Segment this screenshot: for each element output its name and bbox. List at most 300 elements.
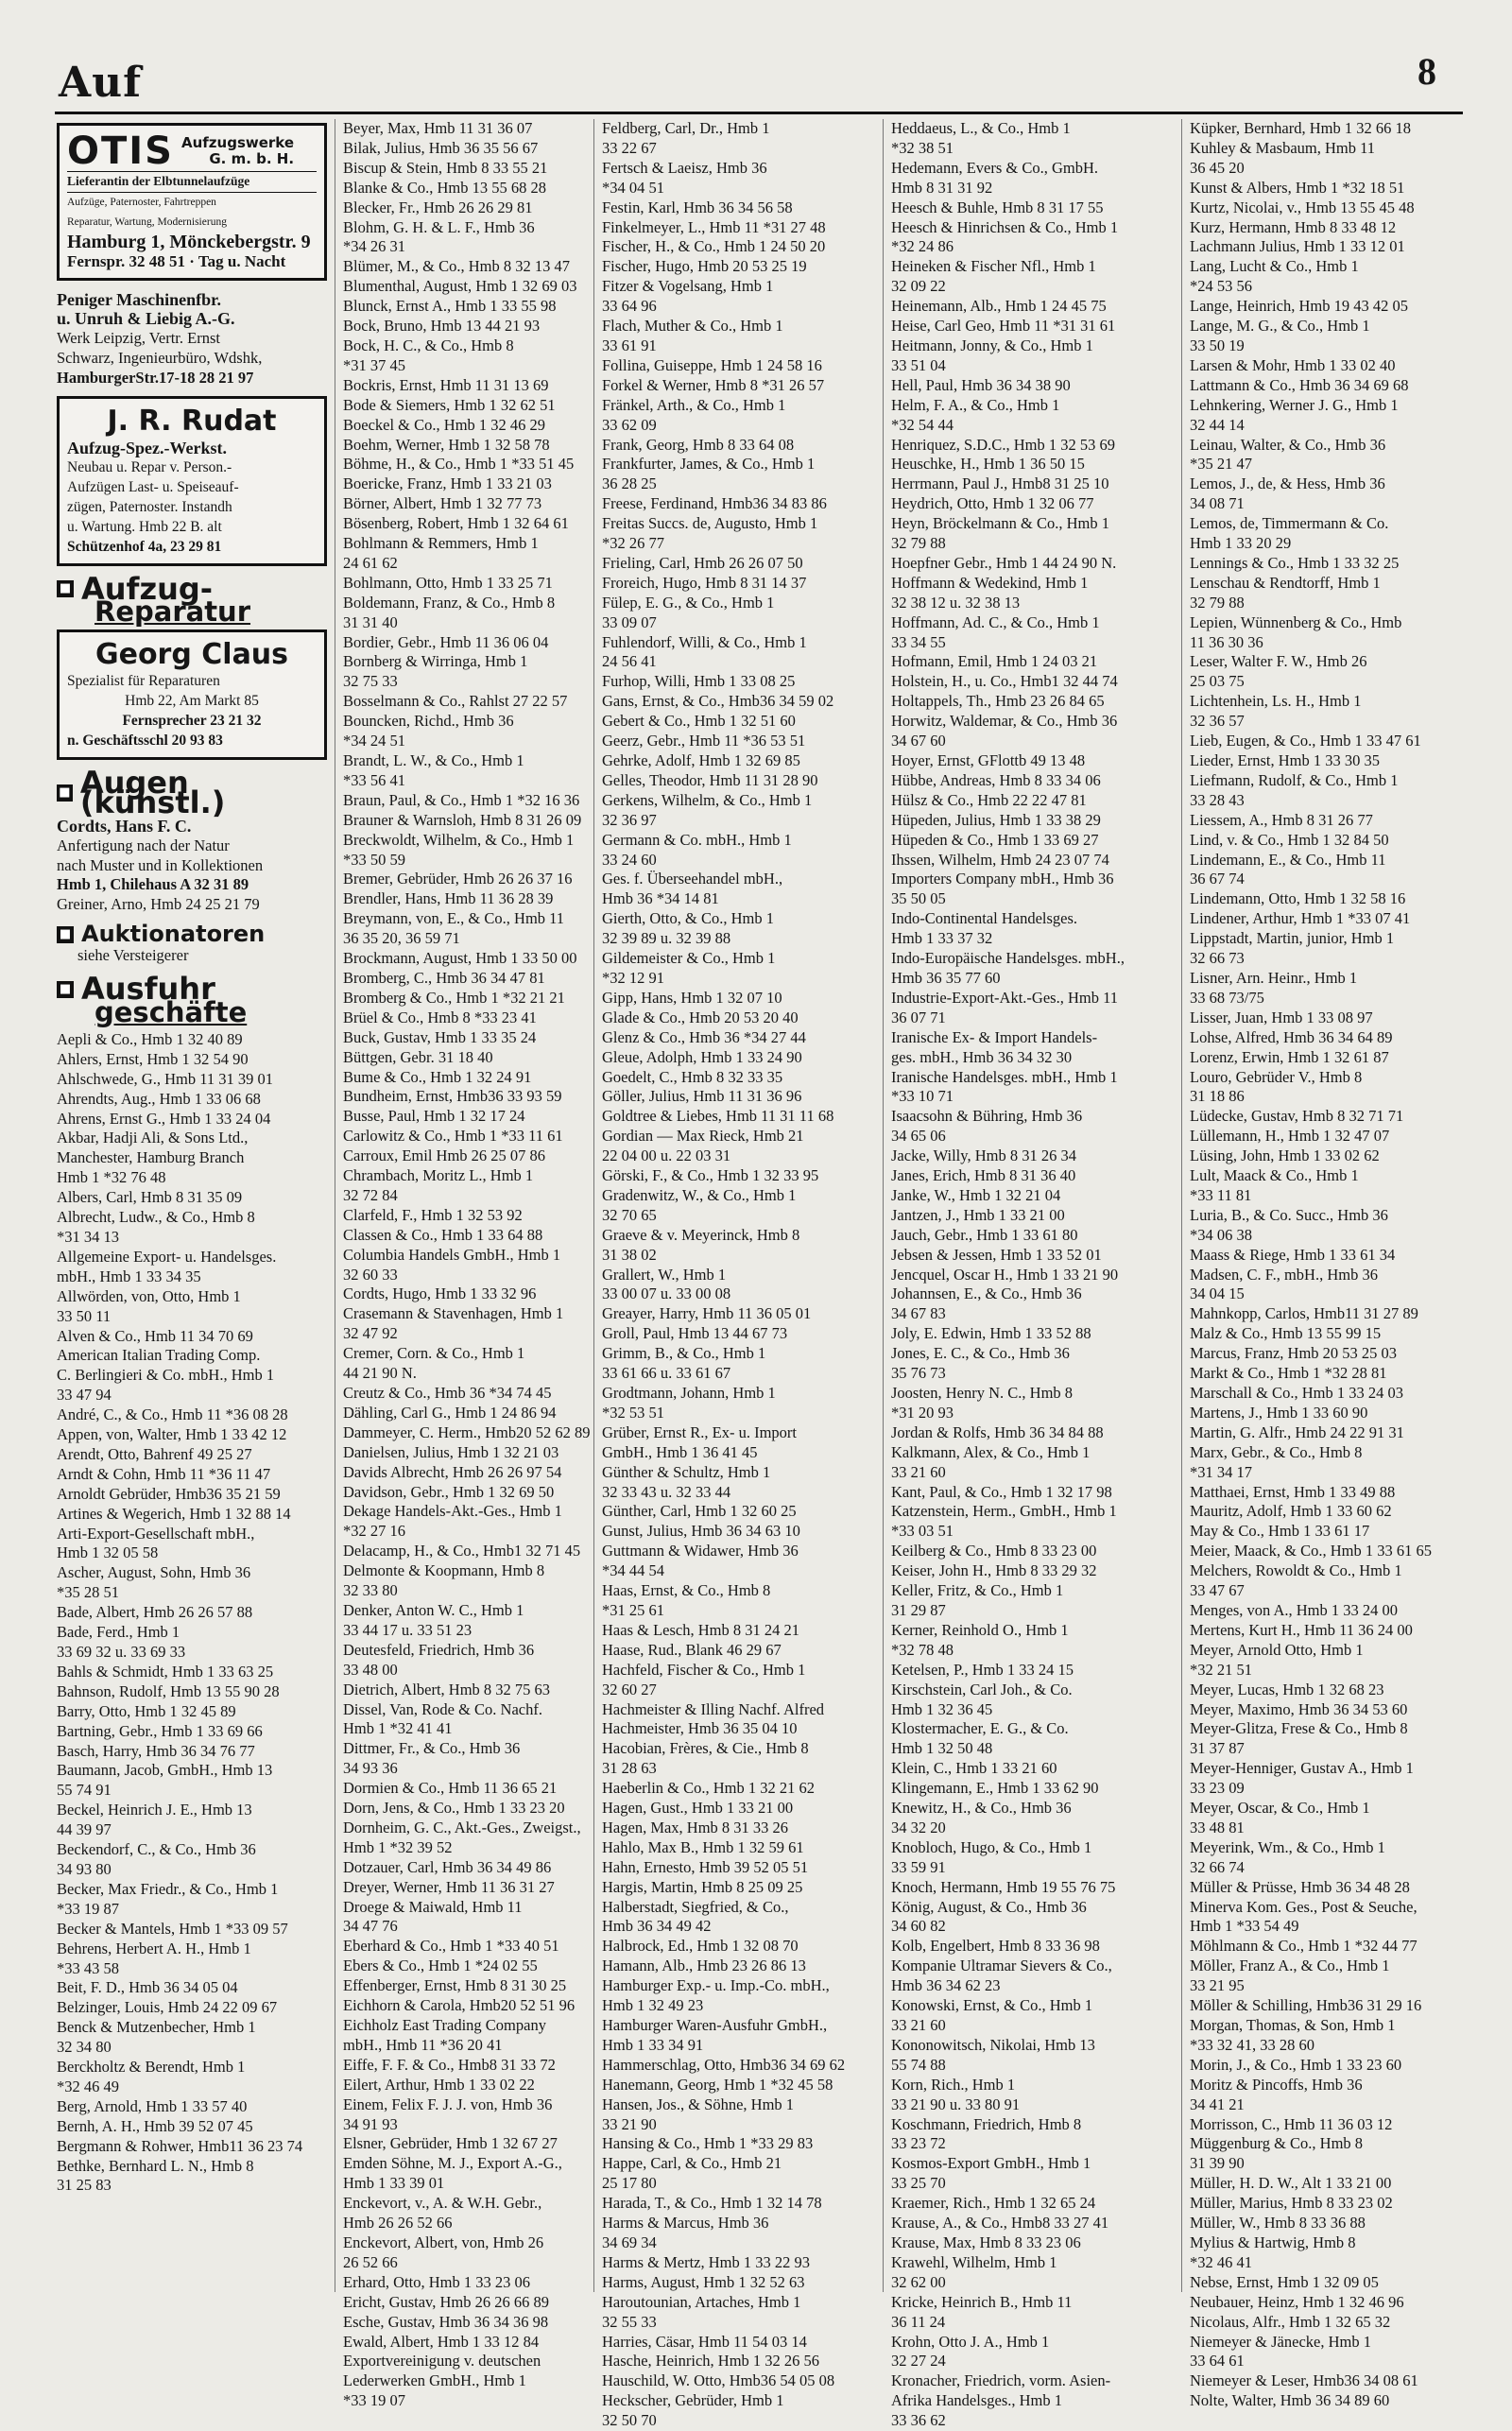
augen-entry: Anfertigung nach der Natur [57,836,230,854]
directory-entry: Bornberg & Wirringa, Hmb 1 [343,652,528,671]
directory-entry: 33 24 60 [602,850,657,869]
directory-entry: Korn, Rich., Hmb 1 [891,2075,1016,2094]
directory-entry: *33 43 58 [57,1958,119,1977]
directory-entry: Melchers, Rowoldt & Co., Hmb 1 [1190,1561,1402,1580]
directory-entry: 32 09 22 [891,277,946,296]
directory-entry: *35 21 47 [1190,455,1252,474]
directory-entry: Lepien, Wünnenberg & Co., Hmb [1190,612,1402,631]
directory-entry: Hahn, Ernesto, Hmb 39 52 05 51 [602,1857,809,1876]
directory-entry: Meyer-Glitza, Frese & Co., Hmb 8 [1190,1719,1408,1738]
directory-entry: Esche, Gustav, Hmb 36 34 36 98 [343,2312,549,2331]
directory-entry: Herrmann, Paul J., Hmb8 31 25 10 [891,474,1109,493]
directory-entry: *34 04 51 [602,178,664,197]
directory-entry: König, August, & Co., Hmb 36 [891,1897,1087,1916]
directory-entry: Nebse, Ernst, Hmb 1 32 09 05 [1190,2272,1379,2291]
directory-entry: Germann & Co. mbH., Hmb 1 [602,830,792,849]
directory-entry: 32 62 00 [891,2272,946,2291]
peniger-line: u. Unruh & Liebig A.-G. [57,309,235,329]
directory-entry: 31 18 86 [1190,1087,1245,1106]
directory-entry: Becker, Max Friedr., & Co., Hmb 1 [57,1879,279,1898]
directory-entry: *31 34 13 [57,1227,119,1246]
directory-entry: Harries, Cäsar, Hmb 11 54 03 14 [602,2332,807,2351]
directory-entry: Kuhley & Masbaum, Hmb 11 [1190,138,1375,157]
directory-entry: Hmb 36 35 77 60 [891,968,1001,987]
directory-entry: Hmb 1 33 37 32 [891,929,993,948]
directory-entry: Lenschau & Rendtorff, Hmb 1 [1190,573,1381,592]
directory-entry: 44 21 90 N. [343,1364,417,1383]
directory-entry: Dorn, Jens, & Co., Hmb 1 33 23 20 [343,1799,565,1818]
directory-entry: Meyer, Oscar, & Co., Hmb 1 [1190,1799,1370,1818]
directory-entry: 32 55 33 [602,2312,657,2331]
directory-entry: Lindemann, Otto, Hmb 1 32 58 16 [1190,889,1406,908]
directory-entry: Bohlmann, Otto, Hmb 1 33 25 71 [343,573,553,592]
directory-entry: Hell, Paul, Hmb 36 34 38 90 [891,375,1071,394]
directory-entry: Lederwerken GmbH., Hmb 1 [343,2371,526,2390]
ad-claus [57,629,327,760]
directory-entry: Liefmann, Rudolf, & Co., Hmb 1 [1190,770,1399,789]
directory-entry: 31 31 40 [343,612,398,631]
directory-entry: 36 45 20 [1190,158,1245,177]
directory-entry: Morgan, Thomas, & Son, Hmb 1 [1190,2016,1396,2034]
directory-entry: Gerkens, Wilhelm, & Co., Hmb 1 [602,790,813,809]
directory-entry: Hachmeister, Hmb 36 35 04 10 [602,1719,798,1738]
section-aufzug-cont: Reparatur [94,595,251,629]
directory-entry: 33 21 95 [1190,1976,1245,1995]
directory-entry: 36 67 74 [1190,870,1245,888]
directory-entry: *34 06 38 [1190,1225,1252,1244]
directory-entry: Hmb 36 *34 14 81 [602,889,719,908]
directory-entry: Neubauer, Heinz, Hmb 1 32 46 96 [1190,2292,1404,2311]
directory-entry: Importers Company mbH., Hmb 36 [891,870,1114,888]
directory-entry: Meyer, Lucas, Hmb 1 32 68 23 [1190,1680,1384,1698]
directory-entry: Keller, Fritz, & Co., Hmb 1 [891,1581,1064,1600]
directory-entry: Buck, Gustav, Hmb 1 33 35 24 [343,1027,537,1046]
directory-entry: Goedelt, C., Hmb 8 32 33 35 [602,1067,783,1086]
directory-entry: Arnoldt Gebrüder, Hmb36 35 21 59 [57,1484,281,1503]
directory-entry: Blumenthal, August, Hmb 1 32 69 03 [343,277,577,296]
directory-entry: Frieling, Carl, Hmb 26 26 07 50 [602,553,803,572]
directory-entry: Leser, Walter F. W., Hmb 26 [1190,652,1367,671]
directory-entry: Möller & Schilling, Hmb36 31 29 16 [1190,1996,1422,2015]
directory-entry: Boldemann, Franz, & Co., Hmb 8 [343,593,556,612]
directory-entry: Hachfeld, Fischer & Co., Hmb 1 [602,1660,806,1679]
directory-entry: Kurtz, Nicolai, v., Hmb 13 55 45 48 [1190,198,1415,216]
directory-entry: Dissel, Van, Rode & Co. Nachf. [343,1699,542,1718]
directory-entry: Clarfeld, F., Hmb 1 32 53 92 [343,1205,523,1224]
rudat-line: u. Wartung. Hmb 22 B. alt [67,518,222,535]
directory-entry: Afrika Handelsges., Hmb 1 [891,2391,1063,2410]
directory-entry: Bremer, Gebrüder, Hmb 26 26 37 16 [343,870,573,888]
rudat-title: J. R. Rudat [107,405,277,439]
directory-entry: Nolte, Walter, Hmb 36 34 89 60 [1190,2391,1390,2410]
directory-entry: 32 79 88 [1190,593,1245,612]
directory-entry: Krawehl, Wilhelm, Hmb 1 [891,2252,1057,2271]
directory-entry: Hedemann, Evers & Co., GmbH. [891,158,1099,177]
directory-entry: American Italian Trading Comp. [57,1346,261,1365]
directory-entry: Hoffmann, Ad. C., & Co., Hmb 1 [891,612,1100,631]
directory-entry: 32 79 88 [891,534,946,553]
directory-entry: Moritz & Pincoffs, Hmb 36 [1190,2075,1363,2094]
directory-entry: Bohlmann & Remmers, Hmb 1 [343,534,539,553]
directory-entry: Ascher, August, Sohn, Hmb 36 [57,1563,251,1582]
section-marker-icon: ■ [57,580,74,597]
directory-entry: Jones, E. C., & Co., Hmb 36 [891,1344,1070,1363]
directory-entry: Liessem, A., Hmb 8 31 26 77 [1190,810,1373,829]
directory-entry: 32 66 73 [1190,949,1245,968]
directory-entry: Hofmann, Emil, Hmb 1 24 03 21 [891,652,1098,671]
directory-entry: Katzenstein, Herm., GmbH., Hmb 1 [891,1502,1117,1521]
directory-entry: *32 53 51 [602,1403,664,1422]
directory-entry: Beckendorf, C., & Co., Hmb 36 [57,1840,256,1859]
directory-entry: Harms & Marcus, Hmb 36 [602,2214,769,2233]
directory-entry: Kunst & Albers, Hmb 1 *32 18 51 [1190,178,1405,197]
directory-entry: 25 03 75 [1190,672,1245,691]
column-1 [57,119,327,2292]
directory-entry: Madsen, C. F., mbH., Hmb 36 [1190,1265,1378,1284]
directory-entry: Breckwoldt, Wilhelm, & Co., Hmb 1 [343,830,575,849]
directory-entry: 32 70 65 [602,1205,657,1224]
directory-entry: Jordan & Rolfs, Hmb 36 34 84 88 [891,1422,1104,1441]
directory-entry: Berckholtz & Berendt, Hmb 1 [57,2058,246,2077]
directory-entry: 33 36 62 [891,2411,946,2430]
directory-entry: Meyer, Arnold Otto, Hmb 1 [1190,1640,1364,1659]
directory-entry: Lieder, Ernst, Hmb 1 33 30 35 [1190,751,1380,769]
directory-entry: Heinemann, Alb., Hmb 1 24 45 75 [891,297,1107,316]
directory-entry: Hoyer, Ernst, GFlottb 49 13 48 [891,751,1086,769]
directory-entry: Bromberg & Co., Hmb 1 *32 21 21 [343,988,565,1007]
directory-entry: Dähling, Carl G., Hmb 1 24 86 94 [343,1403,557,1422]
directory-entry: Grimm, B., & Co., Hmb 1 [602,1344,766,1363]
directory-entry: Klein, C., Hmb 1 33 21 60 [891,1759,1057,1778]
directory-entry: Niemeyer & Jänecke, Hmb 1 [1190,2332,1371,2351]
directory-entry: 32 36 57 [1190,712,1245,731]
directory-entry: Hmb 1 33 34 91 [602,2035,704,2054]
directory-entry: Minerva Kom. Ges., Post & Seuche, [1190,1897,1418,1916]
directory-entry: Hargis, Martin, Hmb 8 25 09 25 [602,1877,803,1896]
directory-entry: Lorenz, Erwin, Hmb 1 32 61 87 [1190,1047,1389,1066]
directory-entry: Ges. f. Überseehandel mbH., [602,870,783,888]
directory-entry: Deutesfeld, Friedrich, Hmb 36 [343,1640,535,1659]
directory-entry: 32 47 92 [343,1324,398,1343]
directory-entry: Marx, Gebr., & Co., Hmb 8 [1190,1442,1363,1461]
directory-entry: Gipp, Hans, Hmb 1 32 07 10 [602,988,782,1007]
directory-entry: Bordier, Gebr., Hmb 11 36 06 04 [343,632,549,651]
directory-entry: Hmb 1 33 20 29 [1190,534,1292,553]
directory-entry: 33 00 07 u. 33 00 08 [602,1284,731,1303]
directory-entry: Ahlschwede, G., Hmb 11 31 39 01 [57,1069,273,1088]
directory-entry: Bock, Bruno, Hmb 13 44 21 93 [343,317,541,336]
directory-entry: 33 59 91 [891,1857,946,1876]
directory-entry: 34 69 34 [602,2233,657,2251]
directory-entry: Isaacsohn & Bühring, Hmb 36 [891,1107,1083,1126]
directory-entry: Hmb 1 32 05 58 [57,1543,159,1562]
directory-entry: *33 56 41 [343,770,405,789]
directory-entry: Beckel, Heinrich J. E., Hmb 13 [57,1801,252,1819]
directory-entry: Blohm, G. H. & L. F., Hmb 36 [343,217,535,236]
directory-entry: Ihssen, Wilhelm, Hmb 24 23 07 74 [891,850,1109,869]
directory-entry: Fitzer & Vogelsang, Hmb 1 [602,277,774,296]
directory-entry: Finkelmeyer, L., Hmb 11 *31 27 48 [602,217,826,236]
directory-entry: Haas & Lesch, Hmb 8 31 24 21 [602,1620,799,1639]
header-rule [55,112,1463,114]
directory-entry: Happe, Carl, & Co., Hmb 21 [602,2154,782,2173]
directory-entry: Hamburger Waren-Ausfuhr GmbH., [602,2016,828,2034]
directory-entry: 34 93 80 [57,1859,112,1878]
directory-entry: Markt & Co., Hmb 1 *32 28 81 [1190,1364,1387,1383]
directory-entry: Knoch, Hermann, Hmb 19 55 76 75 [891,1877,1116,1896]
directory-entry: Fischer, H., & Co., Hmb 1 24 50 20 [602,237,826,256]
directory-entry: Müggenburg & Co., Hmb 8 [1190,2134,1364,2153]
directory-entry: 34 41 21 [1190,2095,1245,2113]
directory-entry: Lachmann Julius, Hmb 1 33 12 01 [1190,237,1405,256]
directory-entry: Goldtree & Liebes, Hmb 11 31 11 68 [602,1107,834,1126]
directory-entry: 34 91 93 [343,2114,398,2133]
directory-entry: Indo-Continental Handelsges. [891,909,1078,928]
directory-entry: Bartning, Gebr., Hmb 1 33 69 66 [57,1721,263,1740]
directory-entry: Hüpeden, Julius, Hmb 1 33 38 29 [891,810,1101,829]
directory-entry: Lisner, Arn. Heinr., Hmb 1 [1190,968,1358,987]
directory-entry: Hansen, Jos., & Söhne, Hmb 1 [602,2095,795,2113]
directory-entry: 32 66 74 [1190,1857,1245,1876]
directory-entry: Günther & Schultz, Hmb 1 [602,1462,771,1481]
directory-entry: Keilberg & Co., Hmb 8 33 23 00 [891,1542,1097,1560]
directory-entry: 36 07 71 [891,1008,946,1026]
directory-entry: 32 34 80 [57,2038,112,2057]
directory-entry: Lind, v. & Co., Hmb 1 32 84 50 [1190,830,1389,849]
directory-entry: Hammerschlag, Otto, Hmb36 34 69 62 [602,2055,846,2074]
directory-entry: Danielsen, Julius, Hmb 1 32 21 03 [343,1442,559,1461]
directory-entry: 33 21 60 [891,2016,946,2034]
section-ausfuhr-title: Ausfuhr [81,971,215,1008]
directory-entry: Heesch & Buhle, Hmb 8 31 17 55 [891,198,1104,216]
directory-entry: Hauschild, W. Otto, Hmb36 54 05 08 [602,2371,835,2390]
directory-entry: Ebers & Co., Hmb 1 *24 02 55 [343,1957,538,1975]
directory-entry: Follina, Guiseppe, Hmb 1 24 58 16 [602,355,822,374]
directory-entry: Hmb 1 *32 76 48 [57,1168,166,1187]
directory-entry: 34 65 06 [891,1127,946,1146]
directory-entry: *31 25 61 [602,1600,664,1619]
directory-entry: 22 04 00 u. 22 03 31 [602,1147,731,1165]
directory-entry: Möller, Franz A., & Co., Hmb 1 [1190,1957,1390,1975]
directory-entry: Matthaei, Ernst, Hmb 1 33 49 88 [1190,1482,1396,1501]
directory-entry: Börner, Albert, Hmb 1 32 77 73 [343,494,542,513]
rudat-line: zügen, Paternoster. Instandh [67,498,232,515]
directory-entry: Knewitz, H., & Co., Hmb 36 [891,1799,1072,1818]
augen-entry: Cordts, Hans F. C. [57,816,192,836]
directory-entry: Hahlo, Max B., Hmb 1 32 59 61 [602,1837,804,1856]
directory-entry: Eiffe, F. F. & Co., Hmb8 31 33 72 [343,2055,556,2074]
directory-entry: Meyer, Maximo, Hmb 36 34 53 60 [1190,1699,1408,1718]
directory-entry: *32 46 49 [57,2077,119,2095]
directory-entry: 32 38 12 u. 32 38 13 [891,593,1021,612]
directory-entry: Gehrke, Adolf, Hmb 1 32 69 85 [602,751,800,769]
directory-entry: Brandt, L. W., & Co., Hmb 1 [343,751,524,769]
directory-entry: Niemeyer & Leser, Hmb36 34 08 61 [1190,2371,1418,2390]
directory-entry: André, C., & Co., Hmb 11 *36 08 28 [57,1405,288,1424]
directory-entry: Kronacher, Friedrich, vorm. Asien- [891,2371,1111,2390]
directory-entry: Beyer, Max, Hmb 11 31 36 07 [343,119,533,137]
directory-entry: Hmb 36 34 62 23 [891,1976,1001,1995]
directory-entry: Hagen, Gust., Hmb 1 33 21 00 [602,1799,794,1818]
directory-entry: Lichtenhein, Ls. H., Hmb 1 [1190,692,1362,711]
directory-entry: Görski, F., & Co., Hmb 1 32 33 95 [602,1166,819,1185]
directory-entry: 33 69 32 u. 33 69 33 [57,1643,186,1661]
directory-entry: *33 32 41, 33 28 60 [1190,2035,1314,2054]
otis-line: Reparatur, Wartung, Modernisierung [67,216,227,228]
directory-entry: 32 27 24 [891,2352,946,2371]
directory-entry: 33 34 55 [891,632,946,651]
directory-entry: Cremer, Corn. & Co., Hmb 1 [343,1344,525,1363]
directory-entry: Delmonte & Koopmann, Hmb 8 [343,1561,545,1580]
directory-entry: Hmb 1 *33 54 49 [1190,1917,1299,1936]
directory-entry: Fränkel, Arth., & Co., Hmb 1 [602,395,786,414]
directory-entry: Delacamp, H., & Co., Hmb1 32 71 45 [343,1542,581,1560]
directory-entry: *33 50 59 [343,850,405,869]
section-ausfuhr-cont: geschäfte [94,996,248,1028]
directory-entry: 34 93 36 [343,1759,398,1778]
directory-entry: Malz & Co., Hmb 13 55 99 15 [1190,1324,1382,1343]
claus-line: Fernsprecher 23 21 32 [122,713,262,730]
directory-entry: Fuhlendorf, Willi, & Co., Hmb 1 [602,632,807,651]
directory-entry: *32 46 41 [1190,2252,1252,2271]
directory-entry: Blecker, Fr., Hmb 26 26 29 81 [343,198,533,216]
directory-entry: Krause, A., & Co., Hmb8 33 27 41 [891,2214,1109,2233]
directory-entry: Hmb 1 32 50 48 [891,1739,993,1758]
section-marker-icon: ■ [57,784,73,802]
directory-entry: 32 50 70 [602,2411,657,2430]
directory-entry: Johannsen, E., & Co., Hmb 36 [891,1284,1082,1303]
directory-entry: Kraemer, Rich., Hmb 1 32 65 24 [891,2194,1096,2213]
directory-entry: Akbar, Hadji Ali, & Sons Ltd., [57,1129,249,1147]
directory-entry: Behrens, Herbert A. H., Hmb 1 [57,1939,251,1957]
directory-entry: Bade, Albert, Hmb 26 26 57 88 [57,1603,253,1622]
directory-entry: *32 54 44 [891,415,954,434]
directory-entry: Hübbe, Andreas, Hmb 8 33 34 06 [891,770,1101,789]
directory-entry: Guttmann & Widawer, Hmb 36 [602,1542,799,1560]
directory-entry: Bock, H. C., & Co., Hmb 8 [343,336,514,354]
directory-entry: Carlowitz & Co., Hmb 1 *33 11 61 [343,1127,563,1146]
directory-entry: Lisser, Juan, Hmb 1 33 08 97 [1190,1008,1373,1026]
directory-entry: 33 23 09 [1190,1779,1245,1798]
rudat-line: Neubau u. Repar v. Person.- [67,458,232,475]
directory-entry: Brüel & Co., Hmb 8 *33 23 41 [343,1008,537,1026]
column-3 [593,119,885,2430]
directory-entry: Kosmos-Export GmbH., Hmb 1 [891,2154,1091,2173]
directory-entry: Gildemeister & Co., Hmb 1 [602,949,776,968]
directory-entry: Basch, Harry, Hmb 36 34 76 77 [57,1741,255,1760]
directory-entry: Iranische Handelsges. mbH., Hmb 1 [891,1067,1118,1086]
directory-entry: Einem, Felix F. J. J. von, Hmb 36 [343,2095,553,2113]
directory-entry: Ketelsen, P., Hmb 1 33 24 15 [891,1660,1074,1679]
directory-entry: Ahrendts, Aug., Hmb 1 33 06 68 [57,1089,261,1108]
directory-entry: 33 47 67 [1190,1581,1245,1600]
directory-entry: *32 21 51 [1190,1660,1252,1679]
directory-entry: 33 48 00 [343,1660,398,1679]
ad-peniger [57,290,327,389]
directory-entry: Hmb 1 33 39 01 [343,2174,445,2193]
directory-entry: Horwitz, Waldemar, & Co., Hmb 36 [891,712,1118,731]
directory-entry: Brauner & Warnsloh, Hmb 8 31 26 09 [343,810,582,829]
directory-entry: Louro, Gebrüder V., Hmb 8 [1190,1067,1363,1086]
directory-entry: 11 36 30 36 [1190,632,1263,651]
directory-entry: Gebert & Co., Hmb 1 32 51 60 [602,712,796,731]
directory-entry: Ahrens, Ernst G., Hmb 1 33 24 04 [57,1109,271,1128]
directory-entry: Büttgen, Gebr. 31 18 40 [343,1047,493,1066]
directory-entry: Froreich, Hugo, Hmb 8 31 14 37 [602,573,807,592]
directory-entry: Marschall & Co., Hmb 1 33 24 03 [1190,1384,1403,1402]
directory-entry: Droege & Maiwald, Hmb 11 [343,1897,523,1916]
directory-entry: 24 61 62 [343,553,398,572]
directory-entry: Beit, F. D., Hmb 36 34 05 04 [57,1978,238,1997]
directory-entry: 55 74 91 [57,1781,112,1800]
directory-entry: May & Co., Hmb 1 33 61 17 [1190,1522,1370,1541]
directory-entry: Hoepfner Gebr., Hmb 1 44 24 90 N. [891,553,1117,572]
directory-entry: Eilert, Arthur, Hmb 1 33 02 22 [343,2075,535,2094]
directory-entry: Hamann, Alb., Hmb 23 26 86 13 [602,1957,806,1975]
directory-entry: Mauritz, Adolf, Hmb 1 33 60 62 [1190,1502,1392,1521]
directory-entry: Dietrich, Albert, Hmb 8 32 75 63 [343,1680,551,1698]
directory-entry: Dittmer, Fr., & Co., Hmb 36 [343,1739,521,1758]
directory-entry: Bockris, Ernst, Hmb 11 31 13 69 [343,375,549,394]
directory-entry: Kricke, Heinrich B., Hmb 11 [891,2292,1073,2311]
directory-entry: Elsner, Gebrüder, Hmb 1 32 67 27 [343,2134,558,2153]
directory-entry: Lult, Maack & Co., Hmb 1 [1190,1166,1359,1185]
directory-entry: Müller, W., Hmb 8 33 36 88 [1190,2214,1366,2233]
directory-entry: Iranische Ex- & Import Handels- [891,1027,1098,1046]
directory-entry: Classen & Co., Hmb 1 33 64 88 [343,1225,543,1244]
directory-entry: Lohse, Alfred, Hmb 36 34 64 89 [1190,1027,1393,1046]
directory-entry: Klingemann, E., Hmb 1 33 62 90 [891,1779,1099,1798]
claus-line: n. Geschäftsschl 20 93 83 [67,733,223,750]
directory-entry: 32 33 80 [343,1581,398,1600]
directory-entry: 33 25 70 [891,2174,946,2193]
directory-entry: Heyn, Bröckelmann & Co., Hmb 1 [891,514,1109,533]
directory-entry: Bromberg, C., Hmb 36 34 47 81 [343,968,545,987]
directory-entry: Hanemann, Georg, Hmb 1 *32 45 58 [602,2075,833,2094]
directory-entry: Meyer-Henniger, Gustav A., Hmb 1 [1190,1759,1414,1778]
directory-entry: Dreyer, Werner, Hmb 11 36 31 27 [343,1877,555,1896]
ad-otis [57,123,327,281]
directory-entry: mbH., Hmb 1 33 34 35 [57,1267,201,1285]
directory-entry: *32 24 86 [891,237,954,256]
section-augen [57,764,327,820]
directory-entry: Gierth, Otto, & Co., Hmb 1 [602,909,774,928]
directory-entry: Jauch, Gebr., Hmb 1 33 61 80 [891,1225,1078,1244]
directory-entry: Grüber, Ernst R., Ex- u. Import [602,1422,798,1441]
directory-entry: 33 09 07 [602,612,657,631]
directory-entry: 32 75 33 [343,672,398,691]
directory-entry: Biscup & Stein, Hmb 8 33 55 21 [343,158,548,177]
directory-entry: Janke, W., Hmb 1 32 21 04 [891,1185,1061,1204]
directory-entry: Blanke & Co., Hmb 13 55 68 28 [343,178,546,197]
section-augen-title: Augen (künstl.) [79,764,226,820]
directory-entry: 33 21 90 [602,2114,657,2133]
directory-entry: *34 26 31 [343,237,405,256]
directory-entry: Heitmann, Jonny, & Co., Hmb 1 [891,336,1093,354]
directory-entry: *32 78 48 [891,1640,954,1659]
directory-entry: *33 19 07 [343,2391,405,2410]
directory-entry: Columbia Handels GmbH., Hmb 1 [343,1245,561,1264]
directory-entry: Arendt, Otto, Bahrenf 49 25 27 [57,1444,252,1463]
page-number: 8 [1418,50,1436,93]
directory-entry: 36 11 24 [891,2312,946,2331]
directory-entry: Jacke, Willy, Hmb 8 31 26 34 [891,1147,1076,1165]
directory-entry: Busse, Paul, Hmb 1 32 17 24 [343,1107,525,1126]
directory-entry: Bundheim, Ernst, Hmb36 33 93 59 [343,1087,562,1106]
directory-entry: Heise, Carl Geo, Hmb 11 *31 31 61 [891,317,1116,336]
directory-entry: mbH., Hmb 11 *36 20 41 [343,2035,503,2054]
directory-entry: Mertens, Kurt H., Hmb 11 36 24 00 [1190,1620,1413,1639]
